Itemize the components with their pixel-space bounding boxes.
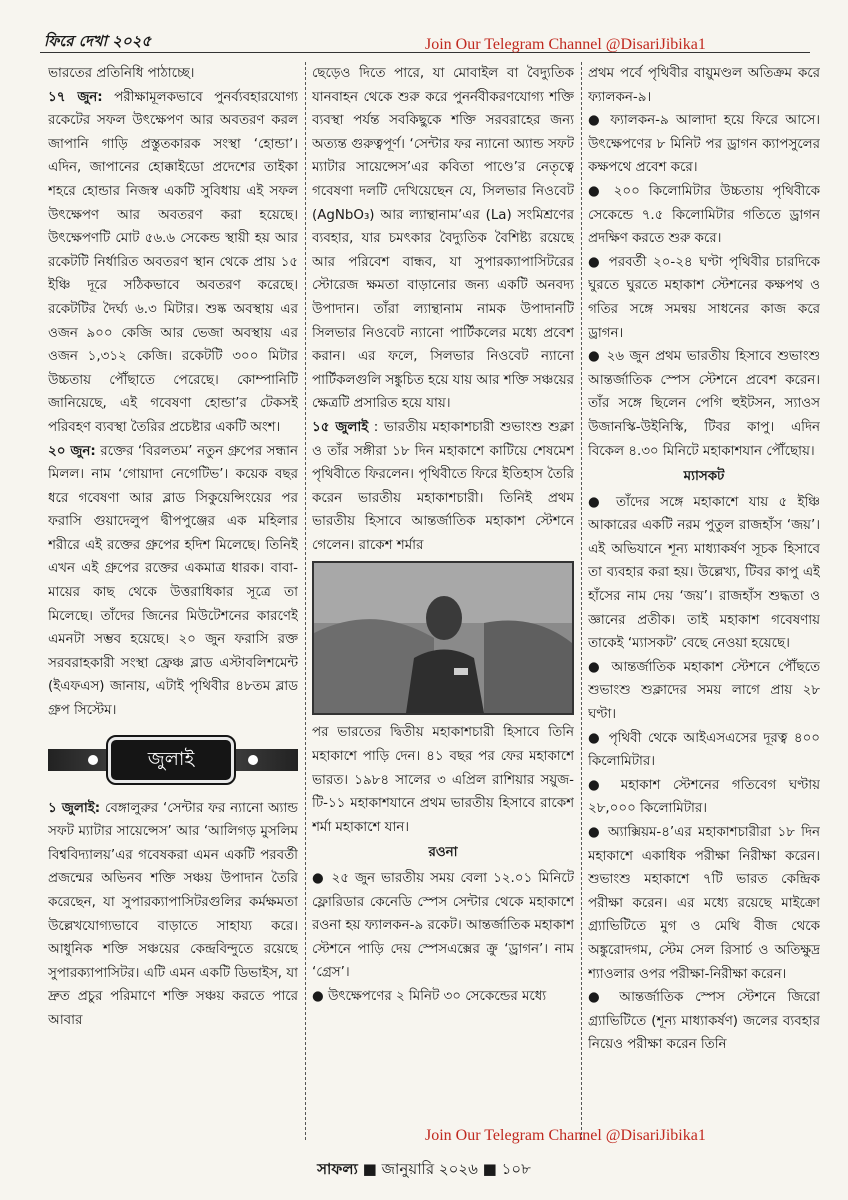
bullet-item: ● ২৬ জুন প্রথম ভারতীয় হিসাবে শুভাংশু আন্তর্জাতিক স্পেস স্টেশনে প্রবেশ করেন। তাঁর সঙ্গে ছিলেন পেগি হুইটসন, স্যাওস উজানস্কি-উইনিস্কি, টিবর কাপু। এদিন বিকেল ৪.৩০ মিনিটে মহাকাশযান পৌঁছোয়। bbox=[588, 349, 820, 459]
bullet-item: ● পৃথিবী থেকে আইএসএসের দূরত্ব ৪০০ কিলোমিটার। bbox=[588, 730, 820, 770]
column-1 bbox=[48, 62, 298, 1140]
bullet-item: ● আন্তর্জাতিক স্পেস স্টেশনে জিরো গ্র্যাভিটিতে (শূন্য মাধ্যাকর্ষণ) জলের ব্যবহার নিয়েও পরীক্ষা করেন তিনি bbox=[588, 990, 820, 1053]
date-label: ১ জুলাই: bbox=[48, 800, 101, 816]
bullet-item: ● ফ্যালকন-৯ আলাদা হয়ে ফিরে আসে। উৎক্ষেপণের ৮ মিনিট পর ড্রাগন ক্যাপসুলের কক্ষপথে প্রবেশ করে। bbox=[588, 113, 820, 176]
magazine-name: সাফল্য bbox=[317, 1160, 358, 1178]
bullet-item: ● উৎক্ষেপণের ২ মিনিট ৩০ সেকেন্ডের মধ্যে bbox=[312, 989, 547, 1004]
paragraph: পর ভারতের দ্বিতীয় মহাকাশচারী হিসাবে তিনি মহাকাশে পাড়ি দেন। ৪১ বছর পর ফের মহাকাশে ভারত। ১৯৮৪ সালের ৩ এপ্রিল রাশিয়ার সয়ুজ-টি-১১ মহাকাশযানে প্রথম ভারতীয় হিসাবে রাকেশ শর্মা মহাকাশে যান। bbox=[312, 725, 574, 835]
column-divider bbox=[581, 62, 582, 1140]
entry-text: রক্তের ‘বিরলতম’ নতুন গ্রুপের সন্ধান মিলল। নাম ‘গোয়াদা নেগেটিভ’। কয়েক বছর ধরে গবেষণা আর ব্লাড সিকুয়েন্সিংয়ের পর ফরাসি গুয়াদেলুপ দ্বীপপুঞ্জের এক মহিলার শরীরে এই রক্তের গ্রুপের হদিশ মিলেছে। তিনিই এখন এই গ্রুপের রক্তের একমাত্র ধারক। বাবা-মায়ের কাছ থেকে উত্তরাধিকার সূত্রে তা মিলেছে। তাঁদের জিনের মিউটেশনের কারণেই এমনটা সম্ভব হয়েছে। ২০ জুন ফরাসি রক্ত সরবরাহকারী সংস্থা ফ্রেঞ্চ ব্লাড এস্টাবলিশমেন্ট (ইএফএস) জানায়, এটাই পৃথিবীর ৪৮তম ব্লাড গ্রুপ সিস্টেম। bbox=[48, 443, 298, 719]
paragraph: প্রথম পর্বে পৃথিবীর বায়ুমণ্ডল অতিক্রম করে ফ্যালকন-৯। bbox=[588, 66, 820, 105]
entry-text: : ভারতীয় মহাকাশচারী শুভাংশু শুক্লা ও তাঁর সঙ্গীরা ১৮ দিন মহাকাশে কাটিয়ে শেষমেশ পৃথিবীতে ফিরলেন। পৃথিবীতে ফিরে ইতিহাস তৈরি করেন ভারতীয় মহাকাশচারী। তিনিই প্রথম ভারতীয় হিসাবে আন্তর্জাতিক মহাকাশ স্টেশনে গেলেন। রাকেশ শর্মার bbox=[312, 419, 574, 553]
subheading: ম্যাসকট bbox=[683, 469, 725, 485]
separator: ■ bbox=[482, 1160, 497, 1178]
subheading: রওনা bbox=[428, 845, 458, 861]
column-divider bbox=[305, 62, 306, 1140]
watermark-bottom: Join Our Telegram Channel @DisariJibika1 bbox=[425, 1127, 706, 1144]
separator: ■ bbox=[362, 1160, 377, 1178]
photo-illustration bbox=[314, 563, 572, 713]
column-2 bbox=[312, 62, 574, 1140]
banner-dot bbox=[88, 755, 98, 765]
paragraph: ছেড়েও দিতে পারে, যা মোবাইল বা বৈদ্যুতিক যানবাহন থেকে শুরু করে পুনর্নবীকরণযোগ্য শক্তি ব্যবস্থা পর্যন্ত সবকিছুকে শক্তি সরবরাহের জন্য অত্যন্ত গুরুত্বপূর্ণ। ‘সেন্টার ফর ন্যানো অ্যান্ড সফট ম্যাটার সায়েন্সেস’এর কবিতা পাণ্ডে’র নেতৃত্বে গবেষণা দলটি দেখিয়েছেন যে, সিলভার নিওবেট (AgNbO₃) আর ল্যান্থানাম’এর (La) সংমিশ্রণের ব্যবহার, যার চমৎকার বৈদ্যুতিক বৈশিষ্ট্য রয়েছে আর পরিবেশ বান্ধব, যা সুপারক্যাপাসিটরের স্টোরেজ ক্ষমতা বাড়ানোর জন্য একটি অনবদ্য উপাদান। তাঁরা ল্যান্থানাম নামক উপাদানটি সিলভার নিওবেট ন্যানো পার্টিকলের মধ্যে প্রবেশ করান। এর ফলে, সিলভার নিওবেট ন্যানো পার্টিকলগুলি সঙ্কুচিত হয়ে যায় আর শক্তি সঞ্চয়ের ক্ষেত্রটি প্রসারিত হয়ে যায়। bbox=[312, 66, 574, 412]
bullet-item: ● ২৫ জুন ভারতীয় সময় বেলা ১২.০১ মিনিটে ফ্লোরিডার কেনেডি স্পেস সেন্টার থেকে মহাকাশে রওনা হয় ফ্যালকন-৯ রকেট। আন্তর্জাতিক মহাকাশ স্টেশনে পাড়ি দেয় স্পেসএক্সের ক্রু ‘ড্রাগন’। নাম ‘গ্রেস’। bbox=[312, 871, 574, 981]
bullet-item: ● অ্যাক্সিয়ম-৪’এর মহাকাশচারীরা ১৮ দিন মহাকাশে একাধিক পরীক্ষা নিরীক্ষা করেন। শুভাংশু মহাকাশে ৭টি ভারত কেন্দ্রিক পরীক্ষা করেন। এর মধ্যে রয়েছে মাইক্রো গ্র্যাভিটিতে মুগ ও মেথি বীজ থেকে অঙ্কুরোদগম, স্টেম সেল রিসার্চ ও অতিক্ষুদ্র শ্যাওলার ওপর পরীক্ষা-নিরীক্ষা করেন। bbox=[588, 825, 820, 982]
bullet-item: ● ২০০ কিলোমিটার উচ্চতায় পৃথিবীকে সেকেন্ডে ৭.৫ কিলোমিটার গতিতে ড্রাগন প্রদক্ষিণ করতে শুরু করে। bbox=[588, 183, 820, 247]
date-label: ১৫ জুলাই bbox=[312, 419, 369, 435]
bullet-item: ● আন্তর্জাতিক মহাকাশ স্টেশনে পৌঁছতে শুভাংশু শুক্লাদের সময় লাগে প্রায় ২৮ ঘণ্টা। bbox=[588, 659, 820, 723]
date-label: ১৭ জুন: bbox=[48, 89, 103, 105]
bullet-item: ● তাঁদের সঙ্গে মহাকাশে যায় ৫ ইঞ্চি আকারের একটি নরম পুতুল রাজহাঁস ‘জয়’। এই অভিযানে শূন্য মাধ্যাকর্ষণ সূচক হিসাবে তা ব্যবহার করা হয়। উল্লেখ্য, টিবর কাপু এই হাঁসের নাম দেয় ‘জয়’। রাজহাঁস শুদ্ধতা ও জ্ঞানের প্রতীক। তাই মহাকাশ গবেষণায় তাকেই ‘ম্যাসকট’ বেছে নেওয়া হয়েছে। bbox=[588, 494, 820, 652]
page-number: ১০৮ bbox=[501, 1160, 531, 1178]
entry-july-15 bbox=[312, 416, 574, 558]
entry-text: পরীক্ষামূলকভাবে পুনর্ব্যবহারযোগ্য রকেটের সফল উৎক্ষেপণ আর অবতরণ করল জাপানি গাড়ি প্রস্তুতকারক সংস্থা ‘হোন্ডা’। এদিন, জাপানের হোক্কাইডো প্রদেশের তাইকা শহরে হোন্ডার নিজস্ব একটি সুবিধায় এই সফল উৎক্ষেপণ আর অবতরণ করা হয়েছে। উৎক্ষেপণটি মোট ৫৬.৬ সেকেন্ড স্থায়ী হয় আর রকেটটি নির্ধারিত অবতরণ স্থান থেকে প্রায় ১৫ ইঞ্চি দূরে সঠিকভাবে অবতরণ করেছে। রকেটটির দৈর্ঘ্য ৬.৩ মিটার। শুষ্ক অবস্থায় এর ওজন ৯০০ কেজি আর ভেজা অবস্থায় এর ওজন ১,৩১২ কেজি। রকেটটি ৩০০ মিটার উচ্চতায় পৌঁছাতে পেরেছে। কোম্পানিটি জানিয়েছে, এই গবেষণা হোন্ডা’র টেকসই পরিবহণ ব্যবস্থা তৈরির প্রচেষ্টার একটি অংশ। bbox=[48, 89, 298, 435]
astronaut-photo bbox=[312, 561, 574, 715]
month-label: জুলাই bbox=[108, 737, 234, 783]
entry-june-17 bbox=[48, 86, 298, 440]
bullet-item: ● পরবর্তী ২০-২৪ ঘণ্টা পৃথিবীর চারদিকে ঘুরতে ঘুরতে মহাকাশ স্টেশনের কক্ষপথ ও গতির সঙ্গে সমন্বয় সাধনের কাজ করে ড্রাগন। bbox=[588, 254, 820, 341]
section-title: ফিরে দেখা ২০২৫ bbox=[44, 32, 152, 50]
bullet-item: ● মহাকাশ স্টেশনের গতিবেগ ঘণ্টায় ২৮,০০০ কিলোমিটার। bbox=[588, 777, 820, 817]
paragraph: ভারতের প্রতিনিধি পাঠাচ্ছে। bbox=[48, 66, 195, 81]
date-label: ২০ জুন: bbox=[48, 443, 96, 459]
entry-july-1 bbox=[48, 797, 298, 1033]
column-3 bbox=[588, 62, 820, 1140]
month-banner bbox=[48, 737, 298, 781]
entry-text: বেঙ্গালুরুর ‘সেন্টার ফর ন্যানো অ্যান্ড সফট ম্যাটার সায়েন্সেস’ আর ‘আলিগড় মুসলিম বিশ্ববিদ্যালয়’এর গবেষকরা এমন একটি পরবর্তী প্রজন্মের অভিনব শক্তি সঞ্চয় উপাদান তৈরি করেছেন, যা সুপারক্যাপাসিটরগুলির কর্মক্ষমতা উল্লেখযোগ্যভাবে বাড়াতে সাহায্য করে। আধুনিক শক্তি সঞ্চয়ের কেন্দ্রবিন্দুতে রয়েছে সুপারক্যাপাসিটর। এটি এমন একটি ডিভাইস, যা দ্রুত প্রচুর পরিমাণে শক্তি সঞ্চয় করতে পারে আবার bbox=[48, 800, 298, 1028]
page-footer bbox=[0, 1158, 848, 1183]
watermark-top: Join Our Telegram Channel @DisariJibika1 bbox=[425, 36, 706, 53]
issue-month: জানুয়ারি ২০২৬ bbox=[381, 1160, 478, 1178]
banner-dot bbox=[248, 755, 258, 765]
entry-june-20 bbox=[48, 440, 298, 723]
